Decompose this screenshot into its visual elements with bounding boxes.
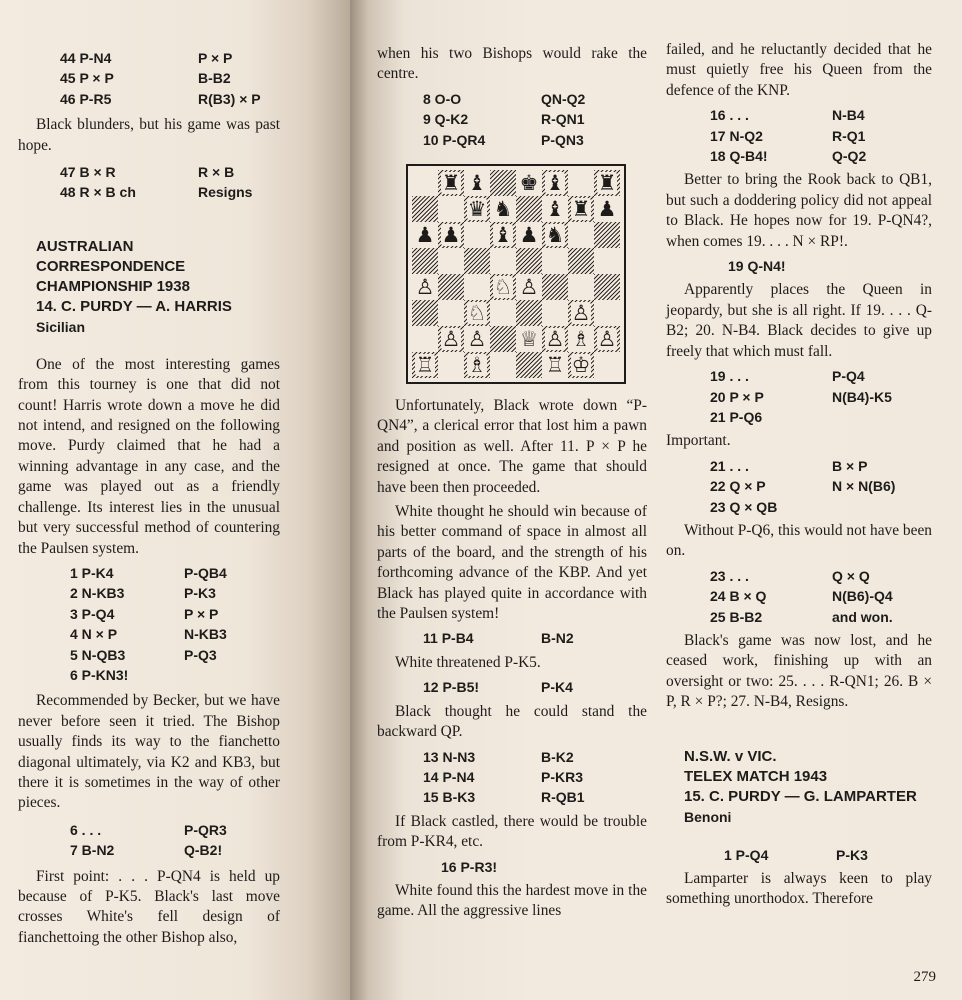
chess-piece-icon: ♞ — [545, 223, 565, 247]
board-square — [464, 352, 490, 378]
chess-piece-icon: ♗ — [571, 327, 591, 351]
chess-piece-icon: ♟ — [597, 197, 617, 221]
move-row: 25 B-B2 and won. — [710, 608, 893, 625]
board-square — [412, 170, 438, 196]
paragraph-without: Without P-Q6, this would not have been on. — [666, 521, 932, 560]
left-page — [0, 0, 350, 1000]
chess-piece-icon: ♜ — [571, 197, 591, 221]
opening-name: Benoni — [684, 808, 732, 825]
paragraph-blunder: Black blunders, but his game was past hope. — [18, 116, 280, 154]
board-square — [594, 274, 620, 300]
board-square — [490, 222, 516, 248]
board-square — [412, 326, 438, 352]
board-square — [516, 222, 542, 248]
board-square — [464, 248, 490, 274]
move-11 — [377, 628, 647, 648]
move-row: 13 N-N3 B-K2 — [423, 748, 574, 765]
board-square — [438, 300, 464, 326]
middle-column-lower — [377, 396, 647, 922]
moves-6-7 — [18, 820, 280, 861]
board-square — [464, 170, 490, 196]
board-square — [490, 352, 516, 378]
paragraph-unfortunately: Unfortunately, Black wrote down “P-QN4”, a clerical error that lost him a pawn and position as well. After 11. P × P he resigned at once. The game that should have been then proceeded. — [377, 397, 647, 496]
board-square — [542, 352, 568, 378]
chess-piece-icon: ♜ — [441, 171, 461, 195]
board-square — [542, 300, 568, 326]
board-square — [568, 300, 594, 326]
moves-21-23 — [666, 456, 932, 517]
paragraph-lamparter: Lamparter is always keen to play something unorthodox. Therefore — [666, 870, 932, 908]
board-square — [594, 326, 620, 352]
move-12 — [377, 677, 647, 697]
board-square — [490, 196, 516, 222]
board-square — [594, 352, 620, 378]
board-square — [412, 222, 438, 248]
board-square — [412, 352, 438, 378]
moves-16-18 — [666, 105, 932, 166]
board-square — [568, 352, 594, 378]
chess-piece-icon: ♙ — [571, 301, 591, 325]
board-square — [568, 222, 594, 248]
board-square — [594, 222, 620, 248]
move-row: 2 N-KB3 P-K3 — [70, 585, 216, 602]
board-square — [542, 248, 568, 274]
board-square — [542, 170, 568, 196]
board-square — [594, 196, 620, 222]
chess-piece-icon: ♞ — [493, 197, 513, 221]
chess-piece-icon: ♝ — [467, 171, 487, 195]
move-row: 44 P-N4 P × P — [60, 50, 233, 66]
board-square — [412, 196, 438, 222]
chess-piece-icon: ♘ — [493, 275, 513, 299]
board-square — [516, 196, 542, 222]
moves-8-10 — [377, 89, 647, 150]
board-square — [464, 274, 490, 300]
chess-diagram — [406, 164, 626, 384]
page-number: 279 — [913, 969, 936, 985]
paragraph-black-thought: Black thought he could stand the backward QP. — [377, 702, 647, 741]
move-row: 21 . . . B × P — [710, 457, 868, 474]
chess-board-grid — [412, 170, 620, 378]
board-square — [594, 248, 620, 274]
move-row: 23 . . . Q × Q — [710, 567, 870, 584]
moves-23-25 — [666, 566, 932, 627]
board-square — [438, 170, 464, 196]
move-row: 48 R × B ch Resigns — [60, 184, 253, 201]
board-square — [516, 300, 542, 326]
chess-piece-icon: ♘ — [467, 301, 487, 325]
paragraph-castled: If Black castled, there would be trouble from P-KR4, etc. — [377, 812, 647, 851]
board-square — [542, 222, 568, 248]
chess-piece-icon: ♚ — [519, 171, 539, 195]
board-square — [568, 326, 594, 352]
move-row: 1 P-Q4 P-K3 — [724, 846, 868, 863]
middle-column — [377, 44, 647, 150]
paragraph-threat: White threatened P-K5. — [395, 653, 541, 671]
move-row: 21 P-Q6 — [710, 408, 763, 425]
game-title-15: 15. C. PURDY — G. LAMPARTER — [684, 787, 917, 805]
move-row: 8 O-O QN-Q2 — [423, 90, 586, 107]
paragraph-failed: failed, and he reluctantly decided that he must quietly free his Queen from the defence of the KNP. — [666, 41, 932, 99]
paragraph-better: Better to bring the Rook back to QB1, but such a doddering policy did not appeal to Black. He hopes now for 19. P-QN4?, when comes 19. . . . N × RP!. — [666, 171, 932, 250]
board-square — [464, 300, 490, 326]
move-row: 12 P-B5! P-K4 — [423, 679, 573, 696]
chess-piece-icon: ♙ — [519, 275, 539, 299]
board-square — [438, 248, 464, 274]
board-square — [438, 352, 464, 378]
board-square — [594, 170, 620, 196]
move-row: 46 P-R5 R(B3) × P — [60, 90, 261, 107]
board-square — [568, 248, 594, 274]
paragraph-first-point: First point: . . . P-QN4 is held up because of P-K5. Black's last move crosses White's fell design of fianchettoing the other Bishop also, — [18, 867, 280, 946]
move-row: 20 P × P N(B4)-K5 — [710, 388, 892, 405]
board-square — [542, 326, 568, 352]
board-square — [516, 170, 542, 196]
paragraph-apparently: Apparently places the Queen in jeopardy, but she is all right. If 19. . . . Q-B2; 20. N-B4. Black decides to give up freely that which must fall. — [666, 281, 932, 360]
board-square — [594, 300, 620, 326]
chess-piece-icon: ♙ — [441, 327, 461, 351]
board-square — [412, 248, 438, 274]
board-square — [568, 196, 594, 222]
board-square — [464, 222, 490, 248]
move-row: 9 Q-K2 R-QN1 — [423, 111, 585, 128]
board-square — [490, 326, 516, 352]
move-row: 19 . . . P-Q4 — [710, 368, 865, 385]
section-heading-1943: N.S.W. v VIC. TELEX MATCH 1943 — [684, 747, 828, 785]
chess-piece-icon: ♜ — [597, 171, 617, 195]
left-column — [18, 48, 280, 948]
move-row: 3 P-Q4 P × P — [70, 605, 219, 622]
opening-name: Sicilian — [36, 318, 86, 335]
chess-piece-icon: ♝ — [545, 197, 565, 221]
paragraph-lost: Black's game was now lost, and he ceased work, finishing up with an oversight or two: 25. . . . R-QN1; 26. B × P, R × P?; 27. N-B4, Resigns. — [666, 631, 932, 711]
board-square — [542, 274, 568, 300]
chess-piece-icon: ♗ — [467, 353, 487, 377]
board-square — [516, 352, 542, 378]
move-19: 19 Q-N4! — [728, 258, 786, 275]
chess-piece-icon: ♝ — [545, 171, 565, 195]
board-square — [568, 274, 594, 300]
board-square — [438, 326, 464, 352]
chess-piece-icon: ♙ — [545, 327, 565, 351]
chess-piece-icon: ♙ — [467, 327, 487, 351]
moves-1-6 — [18, 563, 280, 685]
moves-44-46 — [18, 48, 280, 109]
chess-piece-icon: ♕ — [519, 327, 539, 351]
chess-piece-icon: ♟ — [519, 223, 539, 247]
board-square — [490, 274, 516, 300]
chess-piece-icon: ♙ — [597, 327, 617, 351]
board-square — [516, 248, 542, 274]
move-row: 7 B-N2 Q-B2! — [70, 842, 223, 859]
moves-13-15 — [377, 747, 647, 808]
move-row: 6 P-KN3! — [70, 666, 129, 683]
move-row: 15 B-K3 R-QB1 — [423, 789, 585, 806]
game-title-14: 14. C. PURDY — A. HARRIS — [36, 297, 232, 315]
right-column — [666, 40, 932, 910]
board-square — [516, 326, 542, 352]
section-heading-1938: AUSTRALIAN CORRESPONDENCE CHAMPIONSHIP 1938 — [36, 237, 190, 295]
chess-piece-icon: ♟ — [415, 223, 435, 247]
move-row: 11 P-B4 B-N2 — [423, 630, 574, 647]
board-square — [412, 300, 438, 326]
board-square — [438, 274, 464, 300]
paragraph-white-thought: White thought he should win because of his better command of space in almost all parts of the board, and the strength of his forthcoming advance of the KBP. And yet Black has played quite in accordance with the Paulsen system! — [377, 503, 647, 623]
move-row: 4 N × P N-KB3 — [70, 626, 227, 643]
move-row: 45 P × P B-B2 — [60, 70, 231, 87]
move-row: 6 . . . P-QR3 — [70, 821, 227, 838]
board-square — [412, 274, 438, 300]
board-square — [542, 196, 568, 222]
chess-piece-icon: ♖ — [545, 353, 565, 377]
move-row: 1 P-K4 P-QB4 — [70, 564, 227, 581]
paragraph-hardest-move: White found this the hardest move in the game. All the aggressive lines — [377, 881, 647, 920]
paragraph-bishops: when his two Bishops would rake the centre. — [377, 45, 647, 83]
board-square — [490, 170, 516, 196]
move-row: 18 Q-B4! Q-Q2 — [710, 148, 867, 165]
chess-piece-icon: ♔ — [571, 353, 591, 377]
move-row: 16 . . . N-B4 — [710, 107, 865, 124]
chess-piece-icon: ♝ — [493, 223, 513, 247]
move-row: 24 B × Q N(B6)-Q4 — [710, 588, 893, 605]
move-row: 10 P-QR4 P-QN3 — [423, 131, 584, 148]
board-square — [438, 196, 464, 222]
board-square — [490, 248, 516, 274]
moves-47-48 — [18, 162, 280, 203]
board-square — [490, 300, 516, 326]
move-row: 22 Q × P N × N(B6) — [710, 478, 896, 495]
paragraph-important: Important. — [666, 432, 731, 450]
move-row: 47 B × R R × B — [60, 164, 235, 181]
board-square — [568, 170, 594, 196]
moves-19-21 — [666, 366, 932, 427]
paragraph-intro: One of the most interesting games from this tourney is one that did not count! Harris wrote down a move he did not intend, and resigned on the following move. Purdy claimed that he had a winning advantage in any case, and the game was played out as a friendly challenge. Its interest lies in the unusual but very successful method of countering the Paulsen system. — [18, 355, 280, 557]
move-row: 17 N-Q2 R-Q1 — [710, 127, 866, 144]
move-1 — [666, 845, 932, 865]
chess-piece-icon: ♟ — [441, 223, 461, 247]
paragraph-becker: Recommended by Becker, but we have never before seen it tried. The Bishop usually finds its way to the fianchetto diagonal ultimately, via K2 and KB3, but there it is sometimes in the way of other pieces. — [18, 692, 280, 812]
move-row: 5 N-QB3 P-Q3 — [70, 646, 217, 663]
move-row: 14 P-N4 P-KR3 — [423, 768, 584, 785]
move-row: 23 Q × QB — [710, 498, 778, 515]
board-square — [516, 274, 542, 300]
move-16: 16 P-R3! — [441, 858, 498, 875]
board-square — [464, 326, 490, 352]
board-square — [438, 222, 464, 248]
chess-piece-icon: ♖ — [415, 353, 435, 377]
chess-piece-icon: ♛ — [467, 197, 487, 221]
chess-piece-icon: ♙ — [415, 275, 435, 299]
board-square — [464, 196, 490, 222]
